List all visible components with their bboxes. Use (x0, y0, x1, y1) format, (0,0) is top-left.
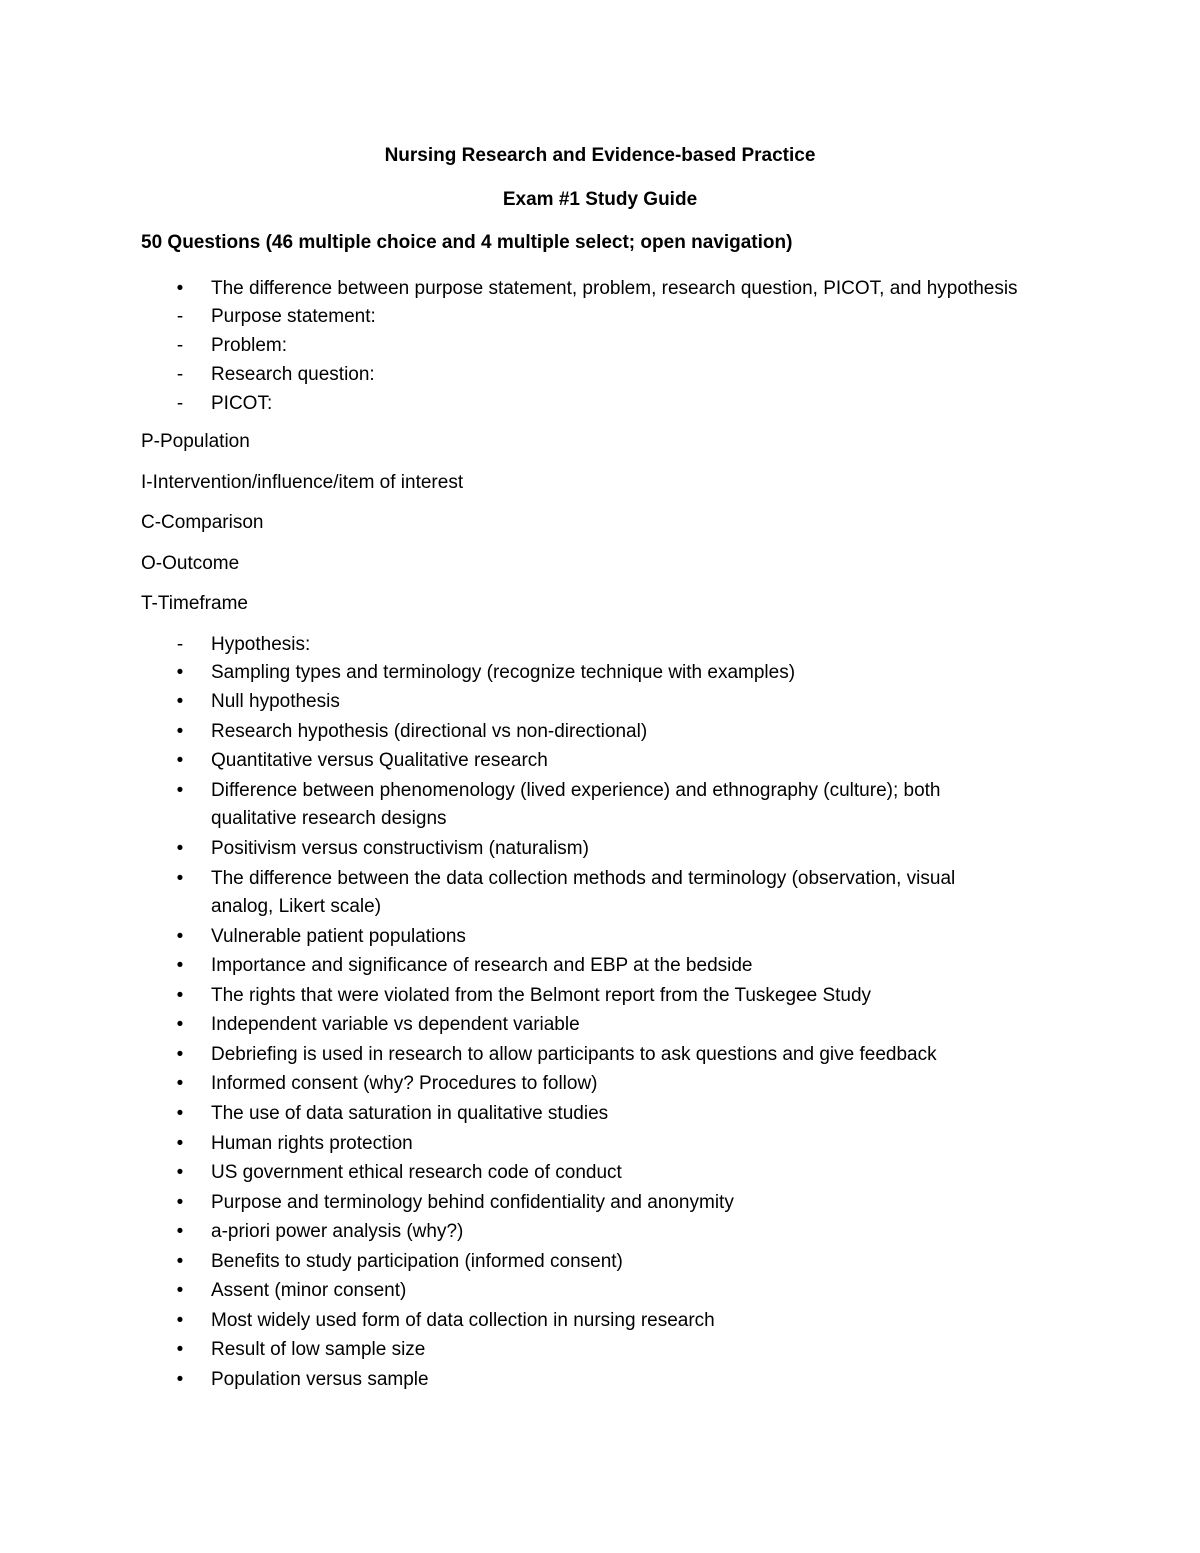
bullet-marker: • (176, 838, 184, 859)
questions-heading: 50 Questions (46 multiple choice and 4 multiple select; open navigation) (141, 232, 793, 253)
bullet-marker: • (176, 1192, 184, 1213)
list-item: The difference between purpose statement, problem, research question, PICOT, and hypothesis (211, 278, 1018, 299)
list-item: PICOT: (211, 393, 273, 414)
list-item: The difference between the data collection methods and terminology (observation, visual (211, 868, 956, 889)
picot-line: I-Intervention/influence/item of interest (141, 472, 464, 493)
list-item: Benefits to study participation (informed consent) (211, 1251, 623, 1272)
bullet-marker: • (176, 1133, 184, 1154)
list-item: Population versus sample (211, 1369, 429, 1390)
bullet-marker: • (176, 1162, 184, 1183)
bullet-marker: • (176, 868, 184, 889)
dash-marker: - (176, 634, 184, 655)
bullet-marker: • (176, 985, 184, 1006)
list-item: Difference between phenomenology (lived experience) and ethnography (culture); both (211, 780, 941, 801)
list-item: Vulnerable patient populations (211, 926, 466, 947)
bullet-marker: • (176, 955, 184, 976)
list-item: a-priori power analysis (why?) (211, 1221, 464, 1242)
list-item: Problem: (211, 335, 288, 356)
list-item-continuation: analog, Likert scale) (211, 896, 382, 917)
list-item: Sampling types and terminology (recognize technique with examples) (211, 662, 796, 683)
list-item: Importance and significance of research and EBP at the bedside (211, 955, 753, 976)
bullet-marker: • (176, 780, 184, 801)
list-item: The use of data saturation in qualitative studies (211, 1103, 609, 1124)
bullet-marker: • (176, 926, 184, 947)
dash-marker: - (176, 393, 184, 414)
picot-line: C-Comparison (141, 512, 264, 533)
list-item: Research question: (211, 364, 375, 385)
bullet-marker: • (176, 750, 184, 771)
bullet-marker: • (176, 1014, 184, 1035)
dash-marker: - (176, 335, 184, 356)
bullet-marker: • (176, 721, 184, 742)
picot-line: O-Outcome (141, 553, 240, 574)
list-item: The rights that were violated from the Belmont report from the Tuskegee Study (211, 985, 872, 1006)
list-item: Purpose and terminology behind confidentiality and anonymity (211, 1192, 734, 1213)
list-item: Human rights protection (211, 1133, 413, 1154)
list-item: Assent (minor consent) (211, 1280, 407, 1301)
list-item: Most widely used form of data collection in nursing research (211, 1310, 715, 1331)
picot-line: P-Population (141, 431, 250, 452)
bullet-marker: • (176, 1339, 184, 1360)
dash-marker: - (176, 364, 184, 385)
list-item: Result of low sample size (211, 1339, 426, 1360)
bullet-marker: • (176, 1310, 184, 1331)
bullet-marker: • (176, 1073, 184, 1094)
bullet-marker: • (176, 691, 184, 712)
bullet-marker: • (176, 1251, 184, 1272)
list-item: US government ethical research code of conduct (211, 1162, 622, 1183)
list-item: Independent variable vs dependent variable (211, 1014, 580, 1035)
bullet-marker: • (176, 278, 184, 299)
bullet-marker: • (176, 662, 184, 683)
list-item: Positivism versus constructivism (naturalism) (211, 838, 589, 859)
list-item: Research hypothesis (directional vs non-directional) (211, 721, 648, 742)
list-item-continuation: qualitative research designs (211, 808, 447, 829)
list-item: Hypothesis: (211, 634, 311, 655)
picot-line: T-Timeframe (141, 593, 248, 614)
bullet-marker: • (176, 1103, 184, 1124)
list-item: Informed consent (why? Procedures to follow) (211, 1073, 598, 1094)
dash-marker: - (176, 306, 184, 327)
document-subtitle: Exam #1 Study Guide (502, 189, 698, 210)
list-item: Purpose statement: (211, 306, 376, 327)
list-item: Quantitative versus Qualitative research (211, 750, 548, 771)
bullet-marker: • (176, 1044, 184, 1065)
bullet-marker: • (176, 1369, 184, 1390)
list-item: Null hypothesis (211, 691, 340, 712)
bullet-marker: • (176, 1221, 184, 1242)
document-title: Nursing Research and Evidence-based Practice (384, 145, 816, 166)
bullet-marker: • (176, 1280, 184, 1301)
list-item: Debriefing is used in research to allow participants to ask questions and give feedback (211, 1044, 937, 1065)
